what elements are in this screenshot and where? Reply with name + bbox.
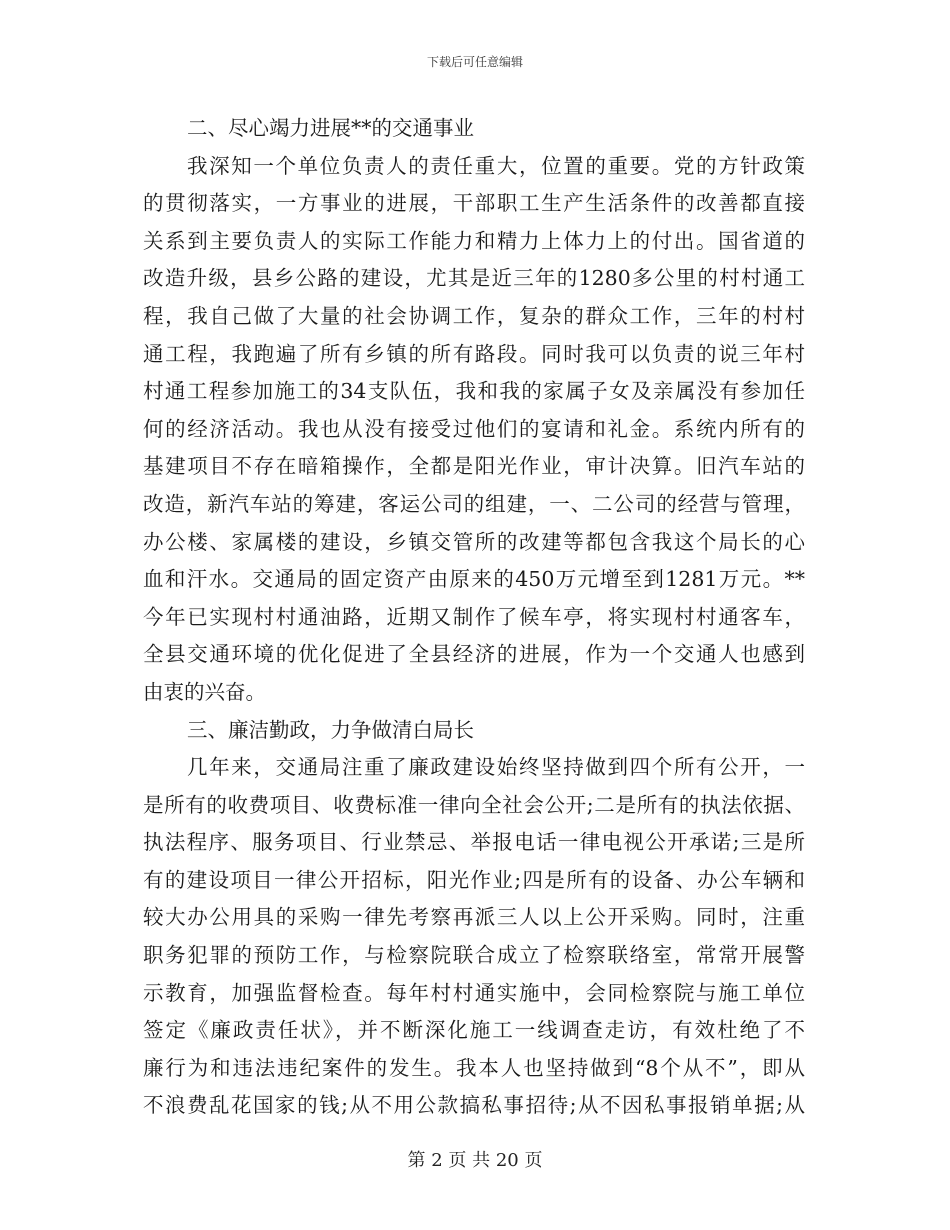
paragraph-line: 签定《廉政责任状》，并不断深化施工一线调查走访，有效杜绝了不 <box>143 1018 805 1043</box>
page-header: 下载后可任意编辑 <box>426 55 523 69</box>
paragraph-line: 有的建设项目一律公开招标，阳光作业;四是所有的设备、办公车辆和 <box>143 867 805 892</box>
paragraph-line: 改造，新汽车站的筹建，客运公司的组建，一、二公司的经营与管理， <box>143 491 805 516</box>
paragraph-line: 基建项目不存在暗箱操作，全都是阳光作业，审计决算。旧汽车站的 <box>143 454 805 479</box>
paragraph-line: 改造升级，县乡公路的建设，尤其是近三年的1280多公里的村村通工 <box>143 266 805 291</box>
paragraph-line: 的贯彻落实，一方事业的进展，干部职工生产生活条件的改善都直接 <box>143 191 805 216</box>
paragraph-line: 执法程序、服务项目、行业禁忌、举报电话一律电视公开承诺;三是所 <box>143 830 805 855</box>
paragraph-line: 廉行为和违法违纪案件的发生。我本人也坚持做到“8个从不”，即从 <box>143 1055 805 1080</box>
section-heading: 二、尽心竭力进展**的交通事业 <box>187 116 474 140</box>
paragraph-line: 村通工程参加施工的34支队伍，我和我的家属子女及亲属没有参加任 <box>143 379 805 404</box>
document-body <box>143 110 805 1125</box>
paragraph-line: 全县交通环境的优化促进了全县经济的进展，作为一个交通人也感到 <box>143 642 805 667</box>
paragraph-line: 今年已实现村村通油路，近期又制作了候车亭，将实现村村通客车， <box>143 604 805 629</box>
page-footer: 第 2 页 共 20 页 <box>407 1150 543 1171</box>
paragraph-line: 我深知一个单位负责人的责任重大，位置的重要。党的方针政策 <box>187 153 805 178</box>
paragraph-line: 何的经济活动。我也从没有接受过他们的宴请和礼金。系统内所有的 <box>143 416 805 441</box>
paragraph-line: 由衷的兴奋。 <box>143 679 266 704</box>
paragraph-line: 不浪费乱花国家的钱;从不用公款搞私事招待;从不因私事报销单据;从 <box>143 1093 805 1118</box>
paragraph-line: 是所有的收费项目、收费标准一律向全社会公开;二是所有的执法依据、 <box>143 792 805 817</box>
paragraph-line: 程，我自己做了大量的社会协调工作，复杂的群众工作，三年的村村 <box>143 303 805 328</box>
paragraph-line: 示教育，加强监督检查。每年村村通实施中，会同检察院与施工单位 <box>143 980 805 1005</box>
paragraph-line: 关系到主要负责人的实际工作能力和精力上体力上的付出。国省道的 <box>143 228 805 253</box>
paragraph-line: 几年来，交通局注重了廉政建设始终坚持做到四个所有公开，一 <box>187 755 805 780</box>
paragraph-line: 办公楼、家属楼的建设，乡镇交管所的改建等都包含我这个局长的心 <box>143 529 805 554</box>
section-heading: 三、廉洁勤政，力争做清白局长 <box>187 717 474 742</box>
paragraph-line: 职务犯罪的预防工作，与检察院联合成立了检察联络室，常常开展警 <box>143 943 805 968</box>
paragraph-line: 血和汗水。交通局的固定资产由原来的450万元增至到1281万元。** <box>143 567 805 592</box>
paragraph-line: 通工程，我跑遍了所有乡镇的所有路段。同时我可以负责的说三年村 <box>143 341 805 366</box>
paragraph-line: 较大办公用具的采购一律先考察再派三人以上公开采购。同时，注重 <box>143 905 805 930</box>
